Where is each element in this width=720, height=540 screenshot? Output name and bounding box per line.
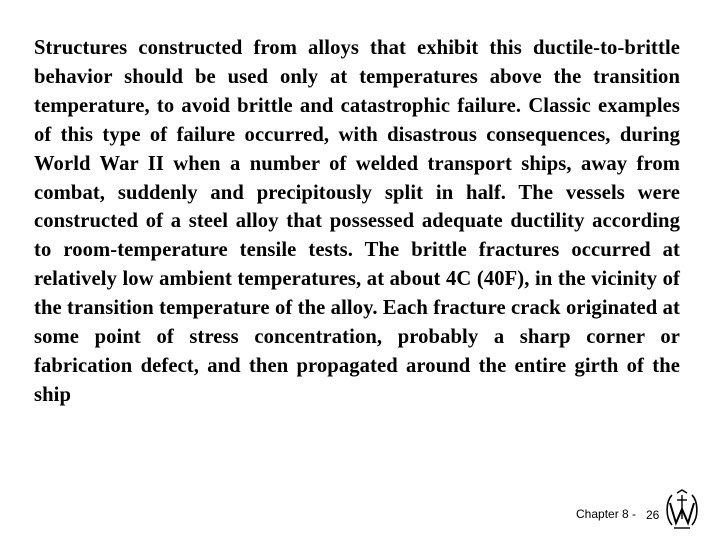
- body-paragraph: Structures constructed from alloys that exhibit this ductile-to-brittle behavior should be used only at temperatures above the transition temperature, to avoid brittle and catastrophic failure. Classic examples of this type of failure occurred, with disastrous consequences, during World War II when a number of welded transport ships, away from combat, suddenly and precipitously split in half. The vessels were constructed of a steel alloy that possessed adequate ductility according to room-temperature tensile tests. The brittle fractures occurred at relatively low ambient temperatures, at about 4C (40F), in the vicinity of the transition temperature of the alloy. Each fracture crack originated at some point of stress concentration, probably a sharp corner or fabrication defect, and then propagated around the entire girth of the ship: [34, 37, 680, 406]
- page-number: 26: [646, 508, 660, 522]
- publisher-logo-icon: [663, 489, 701, 531]
- chapter-label: Chapter 8 -: [576, 507, 637, 521]
